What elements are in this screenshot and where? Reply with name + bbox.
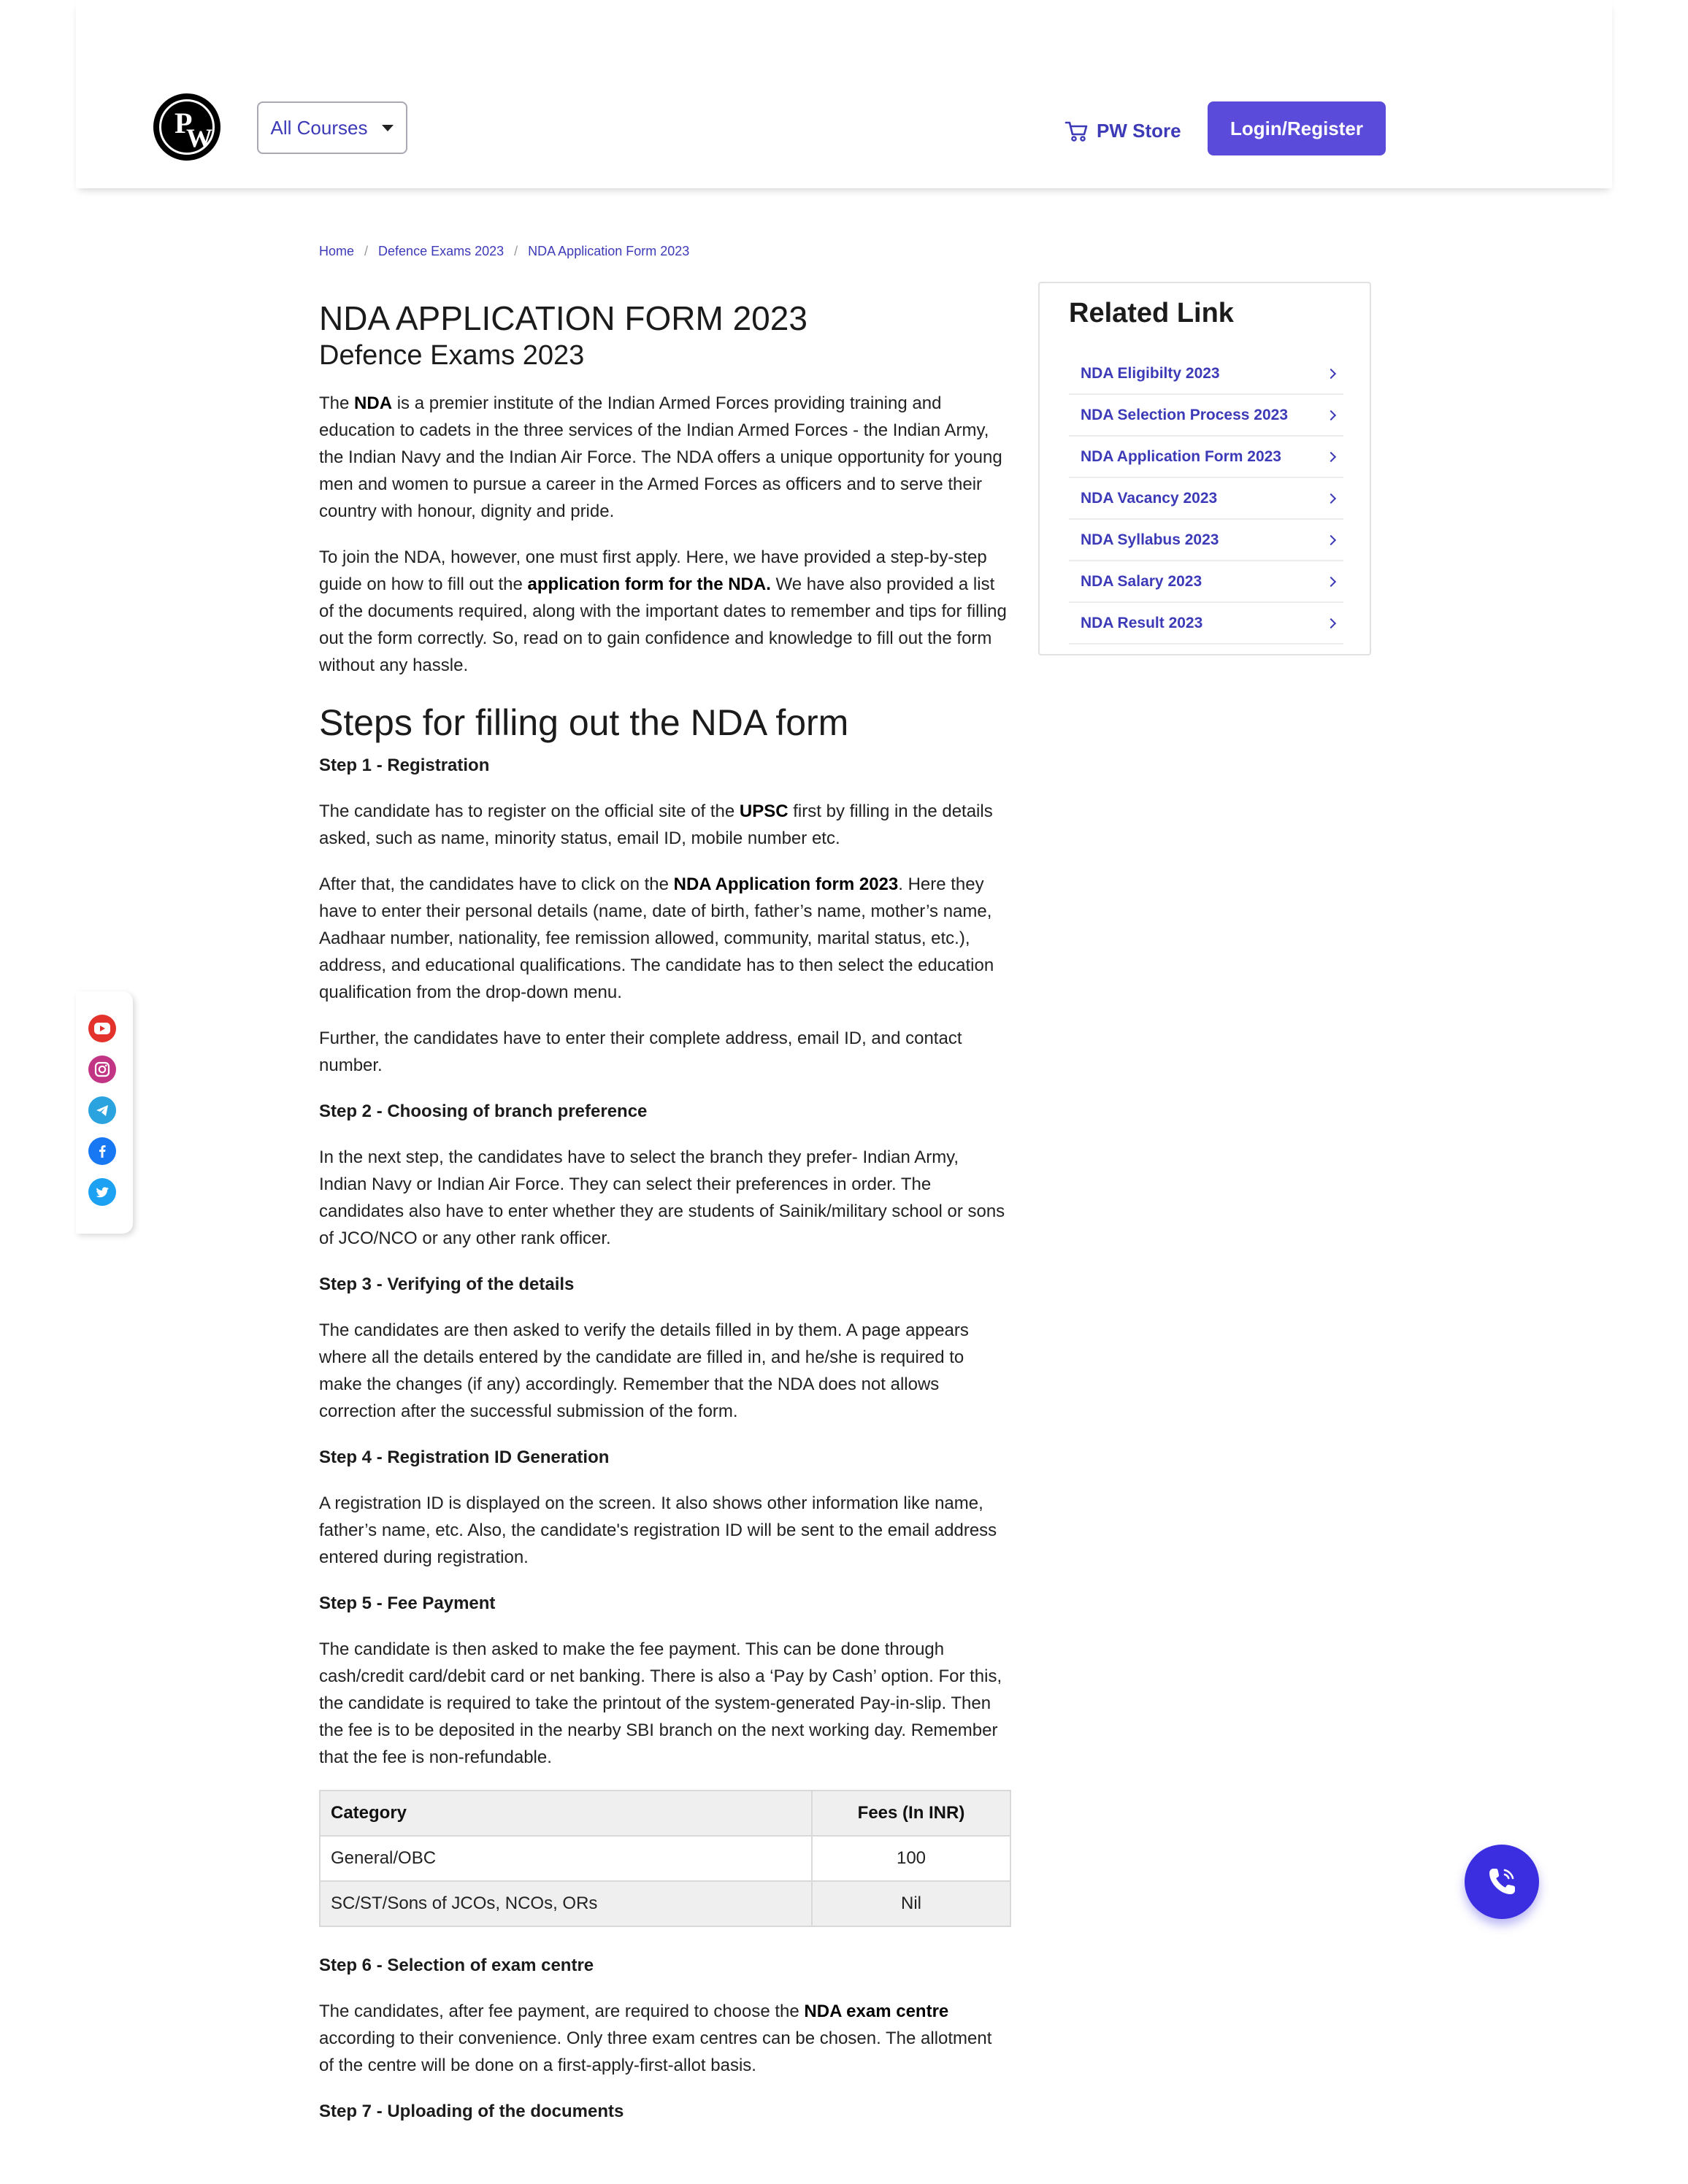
step-5-heading: Step 5 - Fee Payment bbox=[319, 1593, 496, 1613]
intro-paragraph-1: The NDA is a premier institute of the Indian Armed Forces providing training and education to cadets in the three services of the Indian Armed Forces - the Indian Army, the Indian Navy and the Indian Air Force. The NDA offers a unique opportunity for young men and women to pursue a career in the Armed Forces as officers and to serve their country with honour, dignity and pride. bbox=[319, 393, 1002, 521]
login-register-button[interactable]: Login/Register bbox=[1208, 101, 1386, 155]
related-link-item[interactable]: NDA Salary 2023 bbox=[1069, 561, 1343, 603]
all-courses-dropdown[interactable] bbox=[257, 101, 407, 154]
telegram-icon[interactable] bbox=[88, 1096, 116, 1124]
step-1-paragraph-2: After that, the candidates have to click on the NDA Application form 2023. Here they have to enter their personal details (name, date of birth, father’s name, mother’s name, Aadhaar number, nationality, fee remission allowed, community, marital status, etc.), address, and educational qualifications. The candidate has to then select the education qualification from the drop-down menu. bbox=[319, 874, 994, 1002]
breadcrumb-home[interactable]: Home bbox=[319, 244, 355, 258]
table-cell-fee: 100 bbox=[812, 1836, 1010, 1881]
step-2-paragraph: In the next step, the candidates have to select the branch they prefer- Indian Army, Indian Navy or Indian Air Force. They can select their preferences in order. The candidates also have to enter whether they are students of Sainik/military school or sons of JCO/NCO or any other rank officer. bbox=[319, 1147, 1005, 1248]
instagram-icon[interactable] bbox=[88, 1056, 116, 1083]
article bbox=[319, 298, 1011, 2144]
related-link-item[interactable]: NDA Application Form 2023 bbox=[1069, 437, 1343, 478]
chevron-right-icon bbox=[1326, 451, 1336, 461]
twitter-icon[interactable] bbox=[88, 1178, 116, 1206]
youtube-icon[interactable] bbox=[88, 1015, 116, 1042]
chevron-right-icon bbox=[1326, 410, 1336, 420]
related-links-title: Related Link bbox=[1069, 298, 1234, 328]
related-link-item[interactable]: NDA Vacancy 2023 bbox=[1069, 478, 1343, 520]
table-header-category: Category bbox=[320, 1791, 812, 1836]
step-5-paragraph: The candidate is then asked to make the fee payment. This can be done through cash/credit card/debit card or net banking. There is also a ‘Pay by Cash’ option. For this, the candidate is required to take the printout of the system-generated Pay-in-slip. Then the fee is to be deposited in the nearby SBI branch on the next working day. Remember that the fee is non-refundable. bbox=[319, 1639, 1002, 1767]
facebook-icon[interactable] bbox=[88, 1137, 116, 1165]
table-header-row bbox=[320, 1791, 1010, 1836]
chevron-right-icon bbox=[1326, 534, 1336, 545]
table-row bbox=[320, 1836, 1010, 1881]
chevron-right-icon bbox=[1326, 618, 1336, 628]
related-link-item[interactable]: NDA Eligibilty 2023 bbox=[1069, 353, 1343, 395]
pw-store-link[interactable] bbox=[1064, 120, 1181, 142]
related-link-item[interactable]: NDA Result 2023 bbox=[1069, 603, 1343, 645]
steps-heading: Steps for filling out the NDA form bbox=[319, 702, 849, 743]
page-title: NDA APPLICATION FORM 2023 bbox=[319, 299, 807, 337]
related-link-item[interactable]: NDA Syllabus 2023 bbox=[1069, 520, 1343, 561]
chevron-right-icon bbox=[1326, 576, 1336, 586]
step-2-heading: Step 2 - Choosing of branch preference bbox=[319, 1101, 648, 1121]
site-header bbox=[76, 0, 1612, 188]
chevron-right-icon bbox=[1326, 493, 1336, 503]
step-7-heading: Step 7 - Uploading of the documents bbox=[319, 2102, 624, 2121]
step-4-paragraph: A registration ID is displayed on the screen. It also shows other information like name, father’s name, etc. Also, the candidate's registration ID will be sent to the email address entered during registration. bbox=[319, 1493, 997, 1567]
caret-down-icon bbox=[382, 125, 394, 131]
table-header-fees: Fees (In INR) bbox=[812, 1791, 1010, 1836]
intro-paragraph-2: To join the NDA, however, one must first apply. Here, we have provided a step-by-step guide on how to fill out the application form for the NDA. We have also provided a list of the documents required, along with the important dates to remember and tips for filling out the form correctly. So, read on to gain confidence and knowledge to fill out the form without any hassle. bbox=[319, 547, 1007, 675]
step-1-heading: Step 1 - Registration bbox=[319, 755, 490, 775]
step-6-heading: Step 6 - Selection of exam centre bbox=[319, 1956, 594, 1975]
step-4-heading: Step 4 - Registration ID Generation bbox=[319, 1447, 610, 1467]
step-6-paragraph: The candidates, after fee payment, are required to choose the NDA exam centre according to their convenience. Only three exam centres can be chosen. The allotment of the centre will be done on a first-apply-first-allot basis. bbox=[319, 2002, 992, 2075]
chevron-right-icon bbox=[1326, 368, 1336, 378]
pw-store-label: PW Store bbox=[1097, 120, 1181, 142]
table-cell-category: General/OBC bbox=[320, 1836, 812, 1881]
page-subtitle: Defence Exams 2023 bbox=[319, 340, 585, 371]
phone-icon bbox=[1483, 1863, 1521, 1901]
social-links-bar bbox=[76, 991, 133, 1234]
table-cell-fee: Nil bbox=[812, 1881, 1010, 1926]
table-row bbox=[320, 1881, 1010, 1926]
pw-logo[interactable] bbox=[153, 93, 220, 161]
related-links-panel bbox=[1038, 282, 1371, 655]
logo-mark: P W bbox=[159, 99, 215, 155]
step-3-heading: Step 3 - Verifying of the details bbox=[319, 1274, 575, 1294]
fee-table bbox=[319, 1790, 1011, 1927]
breadcrumb-defence-exams[interactable]: Defence Exams 2023 bbox=[378, 244, 505, 258]
cart-icon bbox=[1064, 120, 1089, 142]
related-link-item[interactable]: NDA Selection Process 2023 bbox=[1069, 395, 1343, 437]
breadcrumb-separator: / bbox=[514, 244, 518, 258]
call-button[interactable] bbox=[1465, 1845, 1539, 1919]
breadcrumb bbox=[319, 244, 689, 259]
step-1-paragraph-3: Further, the candidates have to enter their complete address, email ID, and contact number. bbox=[319, 1028, 962, 1075]
breadcrumb-current[interactable]: NDA Application Form 2023 bbox=[528, 244, 690, 258]
step-3-paragraph: The candidates are then asked to verify the details filled in by them. A page appears where all the details entered by the candidate are filled in, and he/she is required to make the changes (if any) accordingly. Remember that the NDA does not allows correction after the successful submission of the form. bbox=[319, 1320, 969, 1421]
breadcrumb-separator: / bbox=[364, 244, 369, 258]
step-1-paragraph-1: The candidate has to register on the official site of the UPSC first by filling in the details asked, such as name, minority status, email ID, mobile number etc. bbox=[319, 801, 993, 848]
table-cell-category: SC/ST/Sons of JCOs, NCOs, ORs bbox=[320, 1881, 812, 1926]
all-courses-label: All Courses bbox=[270, 116, 368, 139]
